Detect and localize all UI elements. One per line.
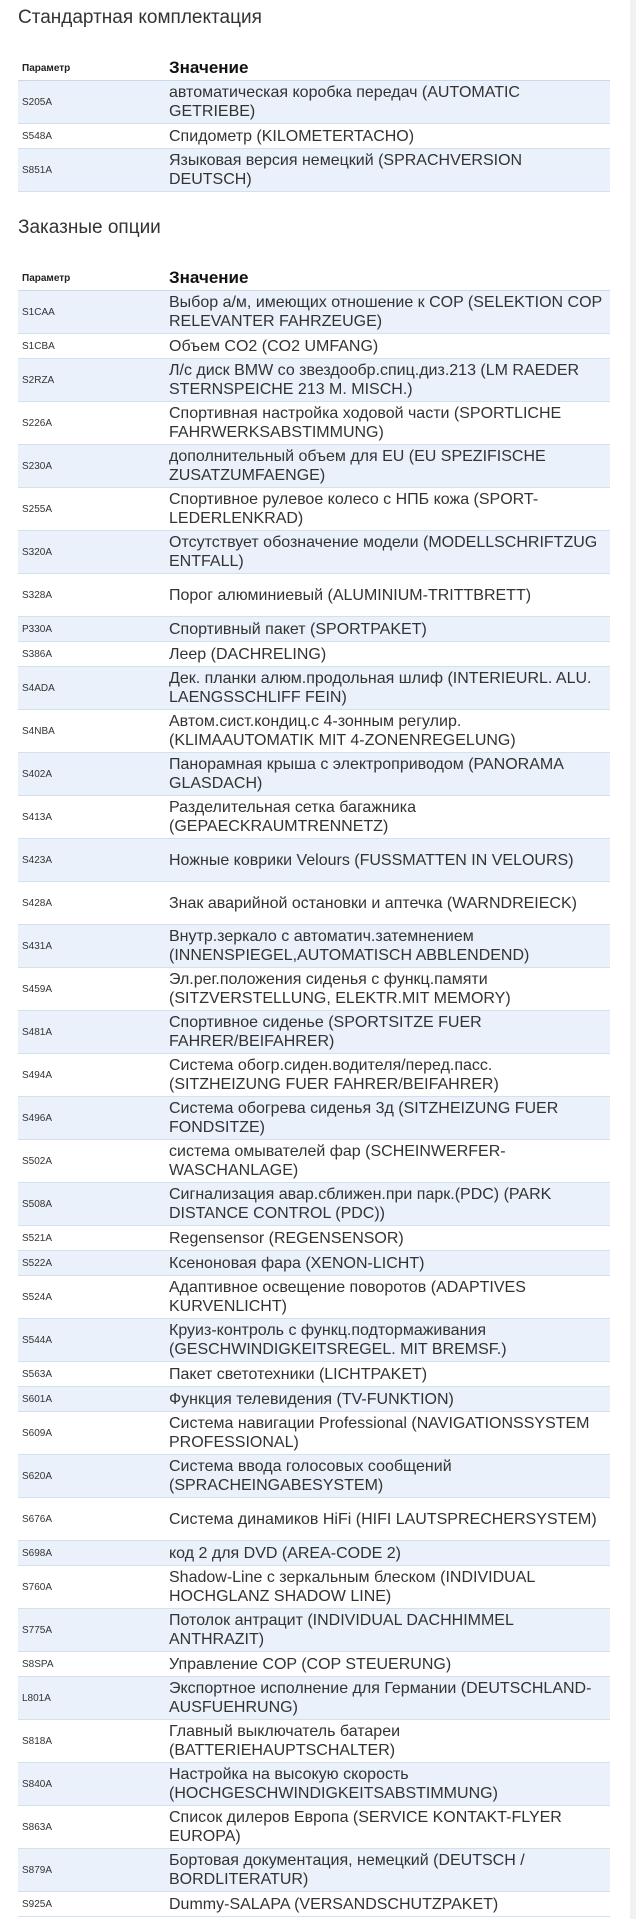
option-code: S4NBA xyxy=(18,710,169,753)
option-description: Автом.сист.кондиц.с 4-зонным регулир. (KLIMAAUTOMATIK MIT 4-ZONENREGELUNG) xyxy=(169,710,610,753)
option-description: Спортивное рулевое колесо с НПБ кожа (SPORT-LEDERLENKRAD) xyxy=(169,488,610,531)
option-code: S620A xyxy=(18,1455,169,1498)
table-row xyxy=(18,1183,610,1226)
table-row xyxy=(18,488,610,531)
table-row xyxy=(18,1387,610,1412)
table-row xyxy=(18,531,610,574)
table-row xyxy=(18,968,610,1011)
table-row xyxy=(18,1609,610,1652)
option-description: Спортивное сиденье (SPORTSITZE FUER FAHRER/BEIFAHRER) xyxy=(169,1011,610,1054)
table-row xyxy=(18,1412,610,1455)
option-code: S502A xyxy=(18,1140,169,1183)
table-row xyxy=(18,882,610,925)
table-row xyxy=(18,81,610,124)
table-row xyxy=(18,1806,610,1849)
table-row xyxy=(18,925,610,968)
option-code: S8SPA xyxy=(18,1652,169,1677)
option-description: Система навигации Professional (NAVIGATIONSSYSTEM PROFESSIONAL) xyxy=(169,1412,610,1455)
table-row xyxy=(18,1720,610,1763)
option-code: S459A xyxy=(18,968,169,1011)
table-row xyxy=(18,839,610,882)
table-row xyxy=(18,667,610,710)
option-code: S521A xyxy=(18,1226,169,1251)
option-description: Бортовая документация, немецкий (DEUTSCH / BORDLITERATUR) xyxy=(169,1849,610,1892)
option-description: Dummy-SALAPA (VERSANDSCHUTZPAKET) xyxy=(169,1892,610,1917)
table-row xyxy=(18,1677,610,1720)
table-row xyxy=(18,291,610,334)
option-description: Знак аварийной остановки и аптечка (WARNDREIECK) xyxy=(169,882,610,925)
option-code: S508A xyxy=(18,1183,169,1226)
table-row xyxy=(18,1011,610,1054)
option-description: Леер (DACHRELING) xyxy=(169,642,610,667)
table-row xyxy=(18,149,610,192)
option-description: Л/с диск BMW со звездообр.спиц.диз.213 (LM RAEDER STERNSPEICHE 213 M. MISCH.) xyxy=(169,359,610,402)
table-row xyxy=(18,1097,610,1140)
table-row xyxy=(18,1455,610,1498)
option-code: L801A xyxy=(18,1677,169,1720)
table-row xyxy=(18,710,610,753)
ordered-options-table xyxy=(18,266,610,1917)
option-code: S760A xyxy=(18,1566,169,1609)
option-code: S328A xyxy=(18,574,169,617)
option-code: S496A xyxy=(18,1097,169,1140)
option-code: S925A xyxy=(18,1892,169,1917)
option-code: S255A xyxy=(18,488,169,531)
option-description: Разделительная сетка багажника (GEPAECKRAUMTRENNETZ) xyxy=(169,796,610,839)
option-description: автоматическая коробка передач (AUTOMATIC GETRIEBE) xyxy=(169,81,610,124)
option-description: Отсутствует обозначение модели (MODELLSCHRIFTZUG ENTFALL) xyxy=(169,531,610,574)
table-row xyxy=(18,1849,610,1892)
table-row xyxy=(18,753,610,796)
option-code: S402A xyxy=(18,753,169,796)
option-description: Экспортное исполнение для Германии (DEUTSCHLAND-AUSFUEHRUNG) xyxy=(169,1677,610,1720)
option-code: S386A xyxy=(18,642,169,667)
table-row xyxy=(18,1763,610,1806)
option-description: Система ввода голосовых сообщений (SPRACHEINGABESYSTEM) xyxy=(169,1455,610,1498)
options-section-title: Заказные опции xyxy=(18,217,161,238)
option-code: S1CBA xyxy=(18,334,169,359)
option-code: S524A xyxy=(18,1276,169,1319)
table-row xyxy=(18,445,610,488)
option-code: S494A xyxy=(18,1054,169,1097)
option-description: Система динамиков HiFi (HIFI LAUTSPRECHERSYSTEM) xyxy=(169,1498,610,1541)
option-description: Ножные коврики Velours (FUSSMATTEN IN VELOURS) xyxy=(169,839,610,882)
standard-table-body xyxy=(18,81,610,192)
option-code: S544A xyxy=(18,1319,169,1362)
option-description: Порог алюминиевый (ALUMINIUM-TRITTBRETT) xyxy=(169,574,610,617)
option-code: S4ADA xyxy=(18,667,169,710)
table-row xyxy=(18,1251,610,1276)
option-description: система омывателей фар (SCHEINWERFER-WASCHANLAGE) xyxy=(169,1140,610,1183)
option-code: P330A xyxy=(18,617,169,642)
table-row xyxy=(18,1054,610,1097)
table-row xyxy=(18,359,610,402)
standard-section-title: Стандартная комплектация xyxy=(18,7,262,28)
option-description: Эл.рег.положения сиденья с функц.памяти (SITZVERSTELLUNG, ELEKTR.MIT MEMORY) xyxy=(169,968,610,1011)
option-description: Настройка на высокую скорость (HOCHGESCHWINDIGKEITSABSTIMMUNG) xyxy=(169,1763,610,1806)
option-code: S428A xyxy=(18,882,169,925)
option-description: Система обогрева сиденья 3д (SITZHEIZUNG FUER FONDSITZE) xyxy=(169,1097,610,1140)
option-code: S226A xyxy=(18,402,169,445)
option-description: Пакет светотехники (LICHTPAKET) xyxy=(169,1362,610,1387)
column-header-param: Параметр xyxy=(18,266,169,291)
table-row xyxy=(18,1652,610,1677)
table-row xyxy=(18,1892,610,1917)
option-description: Круиз-контроль с функц.подтормаживания (GESCHWINDIGKEITSREGEL. MIT BREMSF.) xyxy=(169,1319,610,1362)
option-code: S676A xyxy=(18,1498,169,1541)
option-code: S851A xyxy=(18,149,169,192)
option-description: Управление COP (COP STEUERUNG) xyxy=(169,1652,610,1677)
option-code: S205A xyxy=(18,81,169,124)
table-row xyxy=(18,124,610,149)
table-row xyxy=(18,642,610,667)
option-code: S423A xyxy=(18,839,169,882)
option-description: Выбор а/м, имеющих отношение к COP (SELEKTION COP RELEVANTER FAHRZEUGE) xyxy=(169,291,610,334)
option-description: Панорамная крыша с электроприводом (PANORAMA GLASDACH) xyxy=(169,753,610,796)
option-code: S522A xyxy=(18,1251,169,1276)
options-table-body xyxy=(18,291,610,1917)
option-description: код 2 для DVD (AREA-CODE 2) xyxy=(169,1541,610,1566)
option-description: Regensensor (REGENSENSOR) xyxy=(169,1226,610,1251)
option-code: S481A xyxy=(18,1011,169,1054)
table-row xyxy=(18,1566,610,1609)
table-header-row xyxy=(18,56,610,81)
option-code: S698A xyxy=(18,1541,169,1566)
option-description: дополнительный объем для EU (EU SPEZIFISCHE ZUSATZUMFAENGE) xyxy=(169,445,610,488)
option-code: S775A xyxy=(18,1609,169,1652)
table-row xyxy=(18,1276,610,1319)
option-code: S609A xyxy=(18,1412,169,1455)
table-header-row xyxy=(18,266,610,291)
option-description: Список дилеров Европа (SERVICE KONTAKT-FLYER EUROPA) xyxy=(169,1806,610,1849)
option-description: Внутр.зеркало с автоматич.затемнением (INNENSPIEGEL,AUTOMATISCH ABBLENDEND) xyxy=(169,925,610,968)
option-code: S879A xyxy=(18,1849,169,1892)
table-row xyxy=(18,796,610,839)
option-description: Языковая версия немецкий (SPRACHVERSION DEUTSCH) xyxy=(169,149,610,192)
table-row xyxy=(18,402,610,445)
option-code: S431A xyxy=(18,925,169,968)
option-code: S840A xyxy=(18,1763,169,1806)
option-description: Функция телевидения (TV-FUNKTION) xyxy=(169,1387,610,1412)
option-description: Спидометр (KILOMETERTACHO) xyxy=(169,124,610,149)
option-code: S818A xyxy=(18,1720,169,1763)
option-description: Shadow-Line с зеркальным блеском (INDIVIDUAL HOCHGLANZ SHADOW LINE) xyxy=(169,1566,610,1609)
column-header-value: Значение xyxy=(169,266,610,291)
table-row xyxy=(18,1541,610,1566)
scrollbar[interactable] xyxy=(630,0,636,1919)
table-row xyxy=(18,574,610,617)
option-code: S548A xyxy=(18,124,169,149)
option-description: Дек. планки алюм.продольная шлиф (INTERIEURL. ALU. LAENGSSCHLIFF FEIN) xyxy=(169,667,610,710)
table-row xyxy=(18,1226,610,1251)
option-code: S2RZA xyxy=(18,359,169,402)
column-header-param: Параметр xyxy=(18,56,169,81)
option-code: S563A xyxy=(18,1362,169,1387)
option-description: Главный выключатель батареи (BATTERIEHAUPTSCHALTER) xyxy=(169,1720,610,1763)
standard-equipment-table xyxy=(18,56,610,192)
option-code: S413A xyxy=(18,796,169,839)
table-row xyxy=(18,1319,610,1362)
option-code: S320A xyxy=(18,531,169,574)
option-description: Потолок антрацит (INDIVIDUAL DACHHIMMEL ANTHRAZIT) xyxy=(169,1609,610,1652)
option-description: Сигнализация авар.сближен.при парк.(PDC) (PARK DISTANCE CONTROL (PDC)) xyxy=(169,1183,610,1226)
option-code: S863A xyxy=(18,1806,169,1849)
option-description: Объем CO2 (CO2 UMFANG) xyxy=(169,334,610,359)
table-row xyxy=(18,1362,610,1387)
option-description: Спортивный пакет (SPORTPAKET) xyxy=(169,617,610,642)
option-description: Система обогр.сиден.водителя/перед.пасс. (SITZHEIZUNG FUER FAHRER/BEIFAHRER) xyxy=(169,1054,610,1097)
option-code: S230A xyxy=(18,445,169,488)
column-header-value: Значение xyxy=(169,56,610,81)
option-code: S1CAA xyxy=(18,291,169,334)
table-row xyxy=(18,1498,610,1541)
table-row xyxy=(18,1140,610,1183)
option-code: S601A xyxy=(18,1387,169,1412)
option-description: Спортивная настройка ходовой части (SPORTLICHE FAHRWERKSABSTIMMUNG) xyxy=(169,402,610,445)
option-description: Адаптивное освещение поворотов (ADAPTIVES KURVENLICHT) xyxy=(169,1276,610,1319)
table-row xyxy=(18,617,610,642)
option-description: Ксеноновая фара (XENON-LICHT) xyxy=(169,1251,610,1276)
table-row xyxy=(18,334,610,359)
